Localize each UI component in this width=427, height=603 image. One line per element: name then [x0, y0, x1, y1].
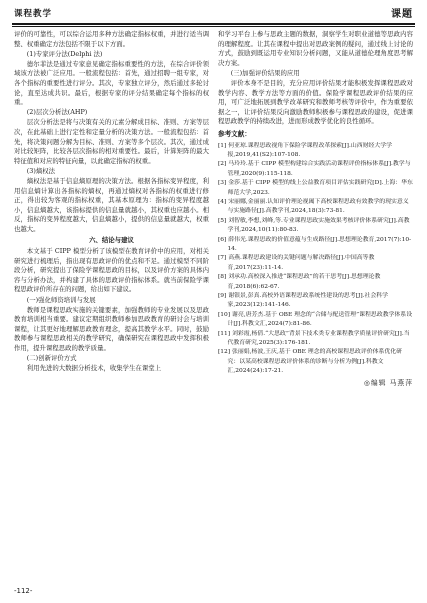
subheading: (二)创新评价方式 [26, 354, 77, 363]
paragraph: 本文基于 CIPP 模型分析了该模型在教育评价中的应用，对相关研究进行梳理后，指出现有思政评价的优点和不足。通过模型不同阶段分析，研究提出了保险学课程思政的目标，以及评价方案的具体内容与分析办法，并构建了具体的思政评价指标体系。就当前保险学课程思政评价所存在的问题，给出如下建议。 [14, 247, 209, 294]
subheading: (2)层次分析法(AHP) [26, 108, 88, 117]
paragraph-continued: 评价的可靠性，可以综合运用多种方法确定指标权重，并进行适当调整、权重确定方法包括不限于以下方面。 [14, 30, 209, 48]
section-label: 课程教学 [14, 9, 53, 19]
reference-item: [9] 谢银景,彭真.高校外语课程思政系统性建设的思考[J].社会科学家,2023(12):141-146. [218, 293, 389, 309]
reference-item: [10] 谢亮,唐芳杰.基于 OBE 理念的“合储与配送管理”课程思政教学体系设计[J].科教文汇,2024(7):81-86. [218, 311, 413, 328]
editor-credit: ◎编辑 马燕萍 [363, 378, 413, 387]
subheading: (1)专家评分法(Delphi 法) [26, 49, 103, 58]
references-title: 参考文献： [218, 129, 251, 138]
reference-item: [5] 刘智敏,李想,刘峰,等.专业课程思政实施效果考核评价体系研究[J].高教学刊,2024,10(11):80-83. [218, 217, 410, 234]
reference-item: [8] 刘承功.高校深入推进“课程思政”的若干思考[J].思想理论教育,2018(6):62-67. [218, 274, 381, 290]
paragraph: 熵权法是基于信息熵原理的决策方法。根据各指标变异程度，利用信息熵计算出各指标的熵权，再通过熵权对各指标的权重进行修正，得出较为客观的指标权重，其基本原理为：指标的变异程度越小，信息熵越大，该指标提供的信息量就越小，其权重也应越小。相反，指标的变异程度越大，信息熵越小，提供的信息量就越大，权重也越大。 [14, 176, 209, 233]
paragraph: 德尔菲法是通过专家意见确定指标重要性的方法，在综合评价领域该方法被广泛应用。一般流程包括：首先，通过招聘一组专家，对各个指标的重要性进行评分。其次，专家独立评分，然后通过多轮讨论，直至达成共识。最后，根据专家的评分结果确定每个指标的权重。 [14, 59, 209, 107]
paragraph: 层次分析法是将与决策有关的元素分解成目标、准则、方案等层次，在此基础上进行定性和定量分析的决策方法。一般流程包括：首先，将决策问题分解为目标、准则、方案等多个层次。其次，通过成对比较矩阵，比较各层次指标的相对重要性。最后，计算矩阵的最大特征值和对应的特征向量，以此确定指标的权重。 [14, 118, 209, 165]
right-column [218, 30, 413, 388]
reference-item: [1] 何亚琼.课程思政视角下保险学课程改革探索[J].山西财经大学学报,2019,41(S2):107-108. [218, 142, 393, 158]
section-heading: 六、结论与建议 [89, 236, 134, 245]
paragraph: 评价本身不是目的，充分应用评价结果才能积极发挥课程思政对教学内容、教学方法等方面的价值。保险学课程思政评价结果的应用，可广泛地拓展到教学改革研究和教师考核等评价中，作为重要依据之一，让评价结果反向激励教师积极参与课程思政的建设，促进课程思政教学的持续改进，进而形成教学优化的良性循环。 [218, 78, 413, 126]
references-list [218, 142, 413, 377]
reference-item: [3] 金莎.基于 CIPP 模型的线上公益教育项目评估实践研究[D].上海：华东师范大学,2023. [218, 180, 413, 196]
journal-column-label: 课题 [391, 9, 413, 20]
reference-item: [12] 张丽娟,杨波,王庆,基于 OBE 理念的高校课程思政评价体系优化研究：以某高校课程思政评价体系的诊断与分析为例[J].科教文汇,2024(24):17-21. [218, 349, 403, 375]
reference-item: [7] 高燕.课程思政建设的关键问题与解决路径[J].中国高等教育,2017(23):11-14. [218, 255, 375, 271]
subheading: (3)熵权法 [26, 166, 56, 175]
reference-item: [2] 马玲玲.基于 CIPP 模型构建综合实践活动课程评价指标体系[J].教学与管理,2020(9):115-118. [218, 161, 411, 177]
paragraph: 教师是课程思政实施的关键要素，加强教师的专业发展以及思政教育培训相当重要。建议定期组织教师参加思政教育的研讨会与培训课程，让其更好地理解思政教育理念，提高其教学水平。同时，鼓励教师参与课程思政相关的教学研究，确保研究在课程思政中发挥积极作用，提升课程思政的教学质量。 [14, 305, 209, 352]
reference-item: [6] 薛伟光.课程思政的价值意蕴与生成路径[J].思想理论教育,2017(7):10-14. [218, 236, 412, 252]
paragraph-continued: 和学习平台上参与思政主题的数据，洞察学生对职业道德等思政内容的理解程度。让其在课程中提出对思政案例的疑问，通过线上讨论的方式，鼓励到既运用专业知识分析问题，又能从道德伦理角度思考解决方案。 [218, 30, 413, 67]
right-column-body [218, 30, 413, 127]
reference-item: [11] 刘彩霞,杨倩.“大思政”背景下技术类专业课程教学质量评价研究[J].当代教育研究,2025(3):176-181. [218, 330, 410, 347]
page-number: -112- [14, 587, 33, 595]
page-header [0, 0, 427, 27]
paragraph: 利用先进的大数据分析技术，收集学生在课堂上 [26, 364, 161, 373]
header-rule-thin [12, 26, 415, 27]
subheading: (一)强化师资培训与发展 [26, 295, 96, 304]
subheading: (三)加强评价结果的应用 [230, 68, 300, 77]
left-column [14, 30, 209, 374]
reference-item: [4] 宋丽娜,金丽丽.认知评价理论视阈下高校课程思政有效教学的现实意义与实施路径[J].高教学刊,2024,18(3):73-81. [218, 198, 409, 215]
header-rule [12, 23, 415, 25]
